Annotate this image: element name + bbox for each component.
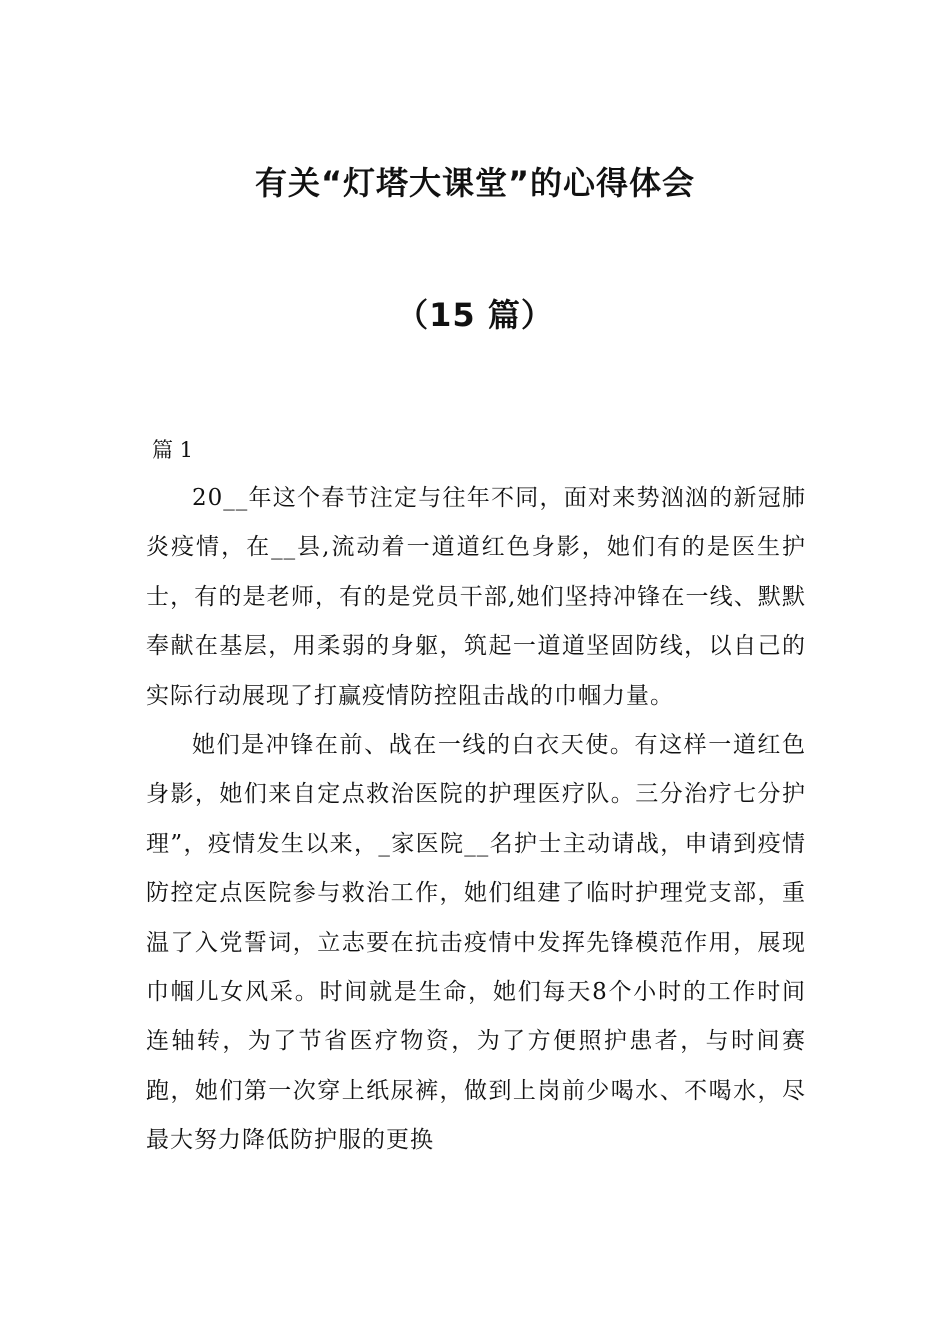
body-text [146,474,806,1166]
paragraph-2: 她们是冲锋在前、战在一线的白衣天使。有这样一道红色身影，她们来自定点救治医院的护理医疗队。三分治疗七分护理”，疫情发生以来，_家医院__名护士主动请战，申请到疫情防控定点医院参与救治工作，她们组建了临时护理党支部，重温了入党誓词，立志要在抗击疫情中发挥先锋模范作用，展现巾帼儿女风采。时间就是生命，她们每天8个小时的工作时间连轴转，为了节省医疗物资，为了方便照护患者，与时间赛跑，她们第一次穿上纸尿裤，做到上岗前少喝水、不喝水，尽最大努力降低防护服的更换 [146,732,806,1154]
document-subtitle: （15 篇） [396,296,554,334]
document-title: 有关“灯塔大课堂”的心得体会 [254,164,696,202]
paragraph-1: 20__年这个春节注定与往年不同，面对来势汹汹的新冠肺炎疫情，在__县,流动着一道道红色身影，她们有的是医生护士，有的是老师，有的是党员干部,她们坚持冲锋在一线、默默奉献在基层，用柔弱的身躯，筑起一道道坚固防线，以自己的实际行动展现了打赢疫情防控阻击战的巾帼力量。 [146,485,806,709]
section-label: 篇 1 [152,438,194,462]
